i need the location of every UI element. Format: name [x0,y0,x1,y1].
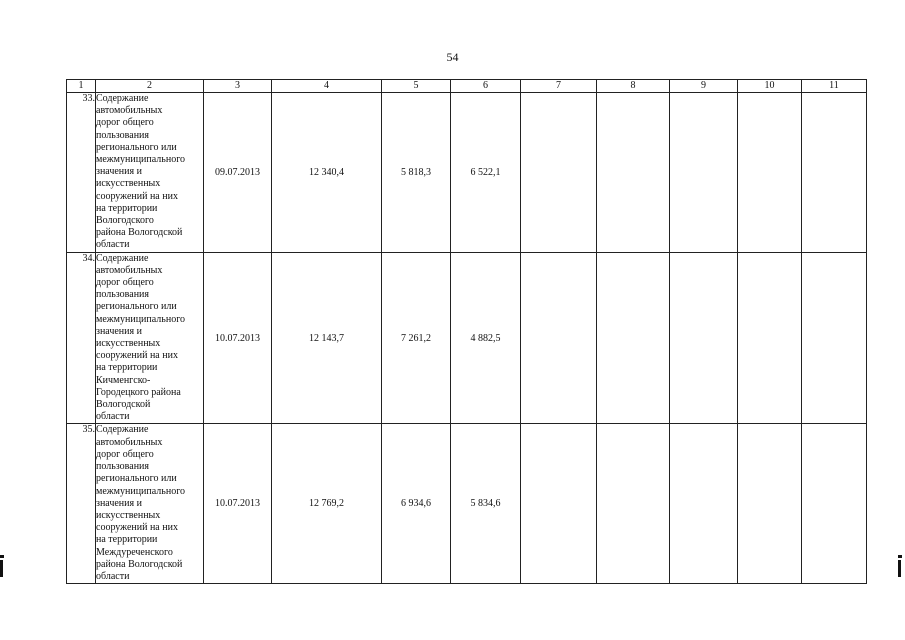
row-date: 10.07.2013 [204,252,272,424]
row-col11-value [802,252,867,424]
row-col9-value [670,424,738,584]
column-header-2: 2 [96,80,204,93]
row-description: Содержание автомобильных дорог общего пользования регионального или межмуниципального значения и искусственных сооружений на них на территории Междуреченского района Вологодской области [96,424,204,584]
row-col4-value: 12 340,4 [272,93,382,253]
column-header-4: 4 [272,80,382,93]
left-edge-mark [0,560,3,577]
row-col6-value: 5 834,6 [451,424,521,584]
table-row [67,252,867,424]
row-col9-value [670,252,738,424]
column-header-9: 9 [670,80,738,93]
row-col10-value [738,424,802,584]
row-col10-value [738,93,802,253]
column-header-8: 8 [597,80,670,93]
row-col6-value: 4 882,5 [451,252,521,424]
page-number: 54 [446,50,459,64]
row-col10-value [738,252,802,424]
row-col11-value [802,93,867,253]
column-header-1: 1 [67,80,96,93]
row-col8-value [597,424,670,584]
row-col9-value [670,93,738,253]
row-col6-value: 6 522,1 [451,93,521,253]
row-col5-value: 6 934,6 [382,424,451,584]
column-header-5: 5 [382,80,451,93]
row-description: Содержание автомобильных дорог общего пользования регионального или межмуниципального значения и искусственных сооружений на них на территории Вологодского района Вологодской области [96,93,204,253]
row-number: 33. [67,93,96,253]
row-col4-value: 12 769,2 [272,424,382,584]
row-col4-value: 12 143,7 [272,252,382,424]
column-header-7: 7 [521,80,597,93]
row-description: Содержание автомобильных дорог общего пользования регионального или межмуниципального значения и искусственных сооружений на них на территории Кичменгско- Городецкого района Вологодской области [96,252,204,424]
row-col7-value [521,424,597,584]
row-col7-value [521,252,597,424]
column-header-6: 6 [451,80,521,93]
row-date: 10.07.2013 [204,424,272,584]
row-col11-value [802,424,867,584]
table-row [67,424,867,584]
column-header-3: 3 [204,80,272,93]
row-col8-value [597,252,670,424]
header-row [67,80,867,93]
row-col8-value [597,93,670,253]
row-col7-value [521,93,597,253]
row-number: 34. [67,252,96,424]
data-table [66,79,867,584]
table-row [67,93,867,253]
column-header-10: 10 [738,80,802,93]
row-col5-value: 5 818,3 [382,93,451,253]
right-edge-mark [898,560,901,577]
row-number: 35. [67,424,96,584]
row-col5-value: 7 261,2 [382,252,451,424]
column-header-11: 11 [802,80,867,93]
row-date: 09.07.2013 [204,93,272,253]
